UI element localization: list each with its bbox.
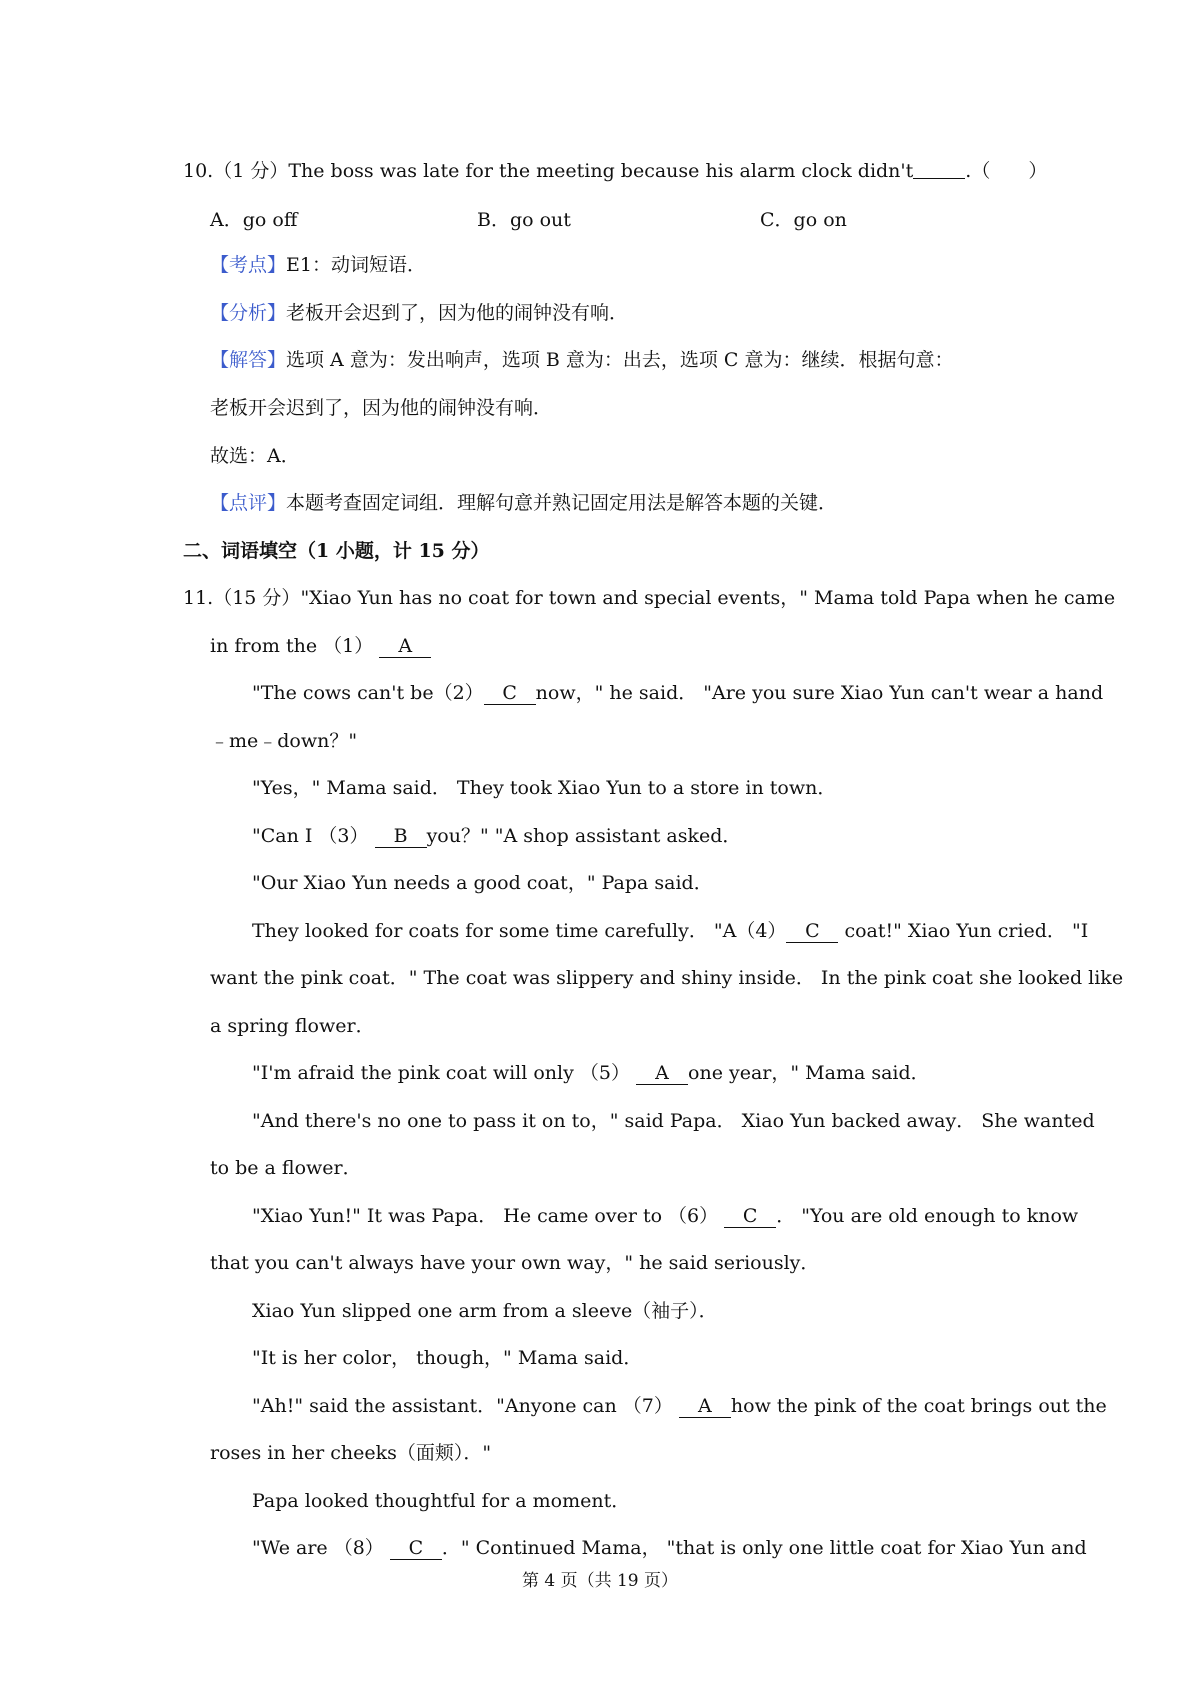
q11-line-6 — [252, 823, 741, 849]
q11-line-20: Papa looked thoughtful for a moment． — [252, 1490, 631, 1512]
line-text: "The cows can't be（2） — [252, 682, 484, 704]
q10-option-c — [760, 205, 847, 232]
option-letter: C． — [760, 209, 794, 231]
q10-guxuan: 故选：A． — [210, 445, 300, 467]
line-text: you？" "A shop assistant asked． — [426, 825, 742, 847]
q11-line-19: roses in her cheeks（面颊）．" — [210, 1442, 492, 1464]
q11-line-14 — [252, 1203, 1078, 1229]
line-text: in from the （1） — [210, 635, 374, 657]
q11-line-13: to be a flower． — [210, 1157, 362, 1179]
jieda-tag: 【解答】 — [210, 349, 287, 371]
line-text: now，" he said． "Are you sure Xiao Yun can't wear a hand — [535, 682, 1104, 704]
q10-number: 10. — [183, 160, 214, 182]
q11-line-17: "It is her color， though，" Mama said． — [252, 1347, 643, 1369]
q11-line-12: "And there's no one to pass it on to，" said Papa． Xiao Yun backed away． She wanted — [252, 1110, 1095, 1132]
q11-line-11 — [252, 1060, 930, 1086]
q11-score: （15 分） — [213, 587, 301, 609]
answer-blank-5: A — [636, 1062, 688, 1085]
q10-blank — [913, 158, 965, 179]
answer-blank-7: A — [679, 1395, 731, 1418]
line-text: coat!" Xiao Yun cried． "I — [838, 920, 1089, 942]
line-text: how the pink of the coat brings out the — [730, 1395, 1107, 1417]
jieda-text-1: 选项 A 意为：发出响声，选项 B 意为：出去，选项 C 意为：继续．根据句意： — [286, 349, 954, 371]
line-text: ．" Continued Mama， "that is only one little coat for Xiao Yun and — [441, 1537, 1087, 1559]
dianping-tag: 【点评】 — [210, 492, 287, 514]
q11-text: "Xiao Yun has no coat for town and special events，" Mama told Papa when he came — [300, 587, 1116, 609]
answer-blank-2: C — [484, 682, 536, 705]
q10-score: （1 分） — [213, 160, 289, 182]
fenxi-tag: 【分析】 — [210, 302, 287, 324]
option-text: go out — [509, 209, 571, 231]
fenxi-text: 老板开会迟到了，因为他的闹钟没有响． — [286, 302, 629, 324]
answer-blank-4: C — [786, 920, 838, 943]
line-text: one year，" Mama said． — [688, 1062, 930, 1084]
q10-jieda — [210, 347, 953, 373]
q10-dianping — [210, 490, 837, 516]
q10-stem-end: .（ ） — [965, 160, 1048, 182]
q11-line-5: "Yes，" Mama said． They took Xiao Yun to a store in town． — [252, 777, 837, 799]
q11-line-15: that you can't always have your own way，" he said seriously． — [210, 1252, 820, 1274]
line-text: "We are （8） — [252, 1537, 384, 1559]
option-text: go on — [793, 209, 847, 231]
q11-line-9: want the pink coat．" The coat was slippery and shiny inside． In the pink coat she looked like — [210, 967, 1124, 989]
q10-kaodian — [210, 252, 426, 278]
q10-stem — [183, 158, 1047, 184]
q11-line-7: "Our Xiao Yun needs a good coat，" Papa said． — [252, 872, 713, 894]
q11-line-3 — [252, 680, 1103, 706]
answer-blank-8: C — [390, 1537, 442, 1560]
line-text: They looked for coats for some time carefully． "A（4） — [252, 920, 787, 942]
option-text: go off — [242, 209, 298, 231]
q11-line-1 — [183, 585, 1115, 611]
option-letter: A． — [210, 209, 243, 231]
line-text: "I'm afraid the pink coat will only （5） — [252, 1062, 630, 1084]
q11-line-16: Xiao Yun slipped one arm from a sleeve（袖子）． — [252, 1300, 718, 1322]
q11-line-21 — [252, 1535, 1087, 1561]
line-text: "Ah!" said the assistant．"Anyone can （7） — [252, 1395, 673, 1417]
line-text: "Can I （3） — [252, 825, 369, 847]
section-heading: 二、词语填空（1 小题，计 15 分） — [183, 540, 490, 562]
answer-blank-1: A — [379, 635, 431, 658]
line-text: "Xiao Yun!" It was Papa． He came over to （6） — [252, 1205, 719, 1227]
q11-line-4: ﹣me﹣down？" — [210, 730, 358, 752]
dianping-text: 本题考查固定词组．理解句意并熟记固定用法是解答本题的关键． — [286, 492, 838, 514]
answer-blank-6: C — [724, 1205, 776, 1228]
option-letter: B． — [477, 209, 510, 231]
q10-option-a — [210, 205, 297, 232]
q11-line-10: a spring flower． — [210, 1015, 375, 1037]
q10-stem-text: The boss was late for the meeting because his alarm clock didn't — [288, 160, 914, 182]
q11-line-2 — [210, 633, 431, 659]
q10-fenxi — [210, 300, 628, 326]
q11-line-18 — [252, 1393, 1107, 1419]
q11-line-8 — [252, 918, 1088, 944]
line-text: ． "You are old enough to know — [776, 1205, 1079, 1227]
kaodian-tag: 【考点】 — [210, 254, 287, 276]
q10-option-b — [477, 205, 571, 232]
kaodian-text: E1：动词短语． — [286, 254, 426, 276]
answer-blank-3: B — [375, 825, 427, 848]
q11-number: 11. — [183, 587, 214, 609]
page-footer: 第 4 页（共 19 页） — [521, 1571, 679, 1591]
q10-jieda-cont: 老板开会迟到了，因为他的闹钟没有响． — [210, 397, 553, 419]
